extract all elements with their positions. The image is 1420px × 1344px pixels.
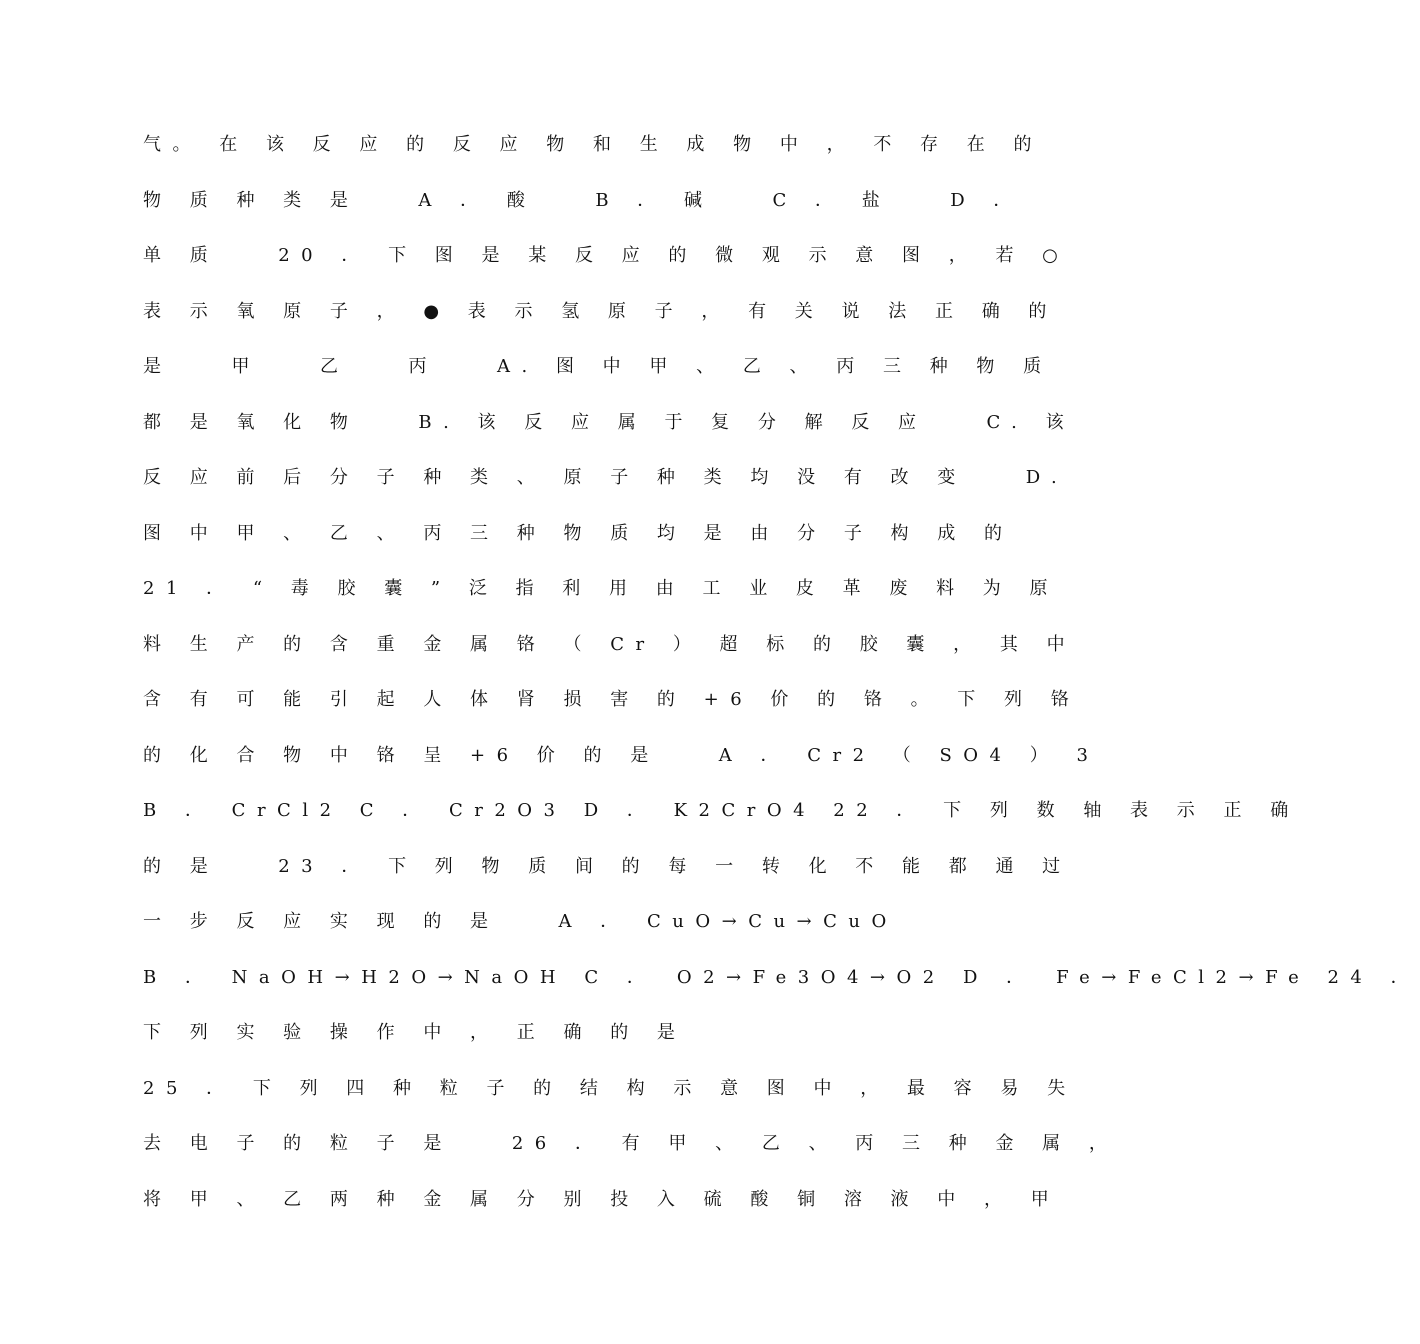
text-body [143, 125, 1420, 1235]
text-line: 25 ． 下 列 四 种 粒 子 的 结 构 示 意 图 中 ， 最 容 易 失 [143, 1077, 1077, 1099]
text-line: 料 生 产 的 含 重 金 属 铬 （ Cr ） 超 标 的 胶 囊 ， 其 中 [143, 633, 1077, 655]
text-line: B ． CrCl2 C ． Cr2O3 D ． K2CrO4 22 ． 下 列 数 轴 表 示 正 确 [143, 800, 1300, 821]
text-line: B ． NaOH→H2O→NaOH C ． O2→Fe3O4→O2 D ． Fe→FeCl2→Fe 24 ． [143, 966, 1420, 988]
text-line: 反 应 前 后 分 子 种 类 、 原 子 种 类 均 没 有 改 变 D. [143, 467, 1069, 488]
text-line: 一 步 反 应 实 现 的 是 A ． CuO→Cu→CuO [143, 911, 898, 932]
text-line: 表 示 氧 原 子 ， ● 表 示 氢 原 子 ， 有 关 说 法 正 确 的 [143, 300, 1058, 322]
text-line: 气。 在 该 反 应 的 反 应 物 和 生 成 物 中 ， 不 存 在 的 [143, 134, 1043, 155]
text-line: 下 列 实 验 操 作 中 ， 正 确 的 是 [143, 1022, 687, 1043]
text-line: 21 ． “ 毒 胶 囊 ” 泛 指 利 用 由 工 业 皮 革 废 料 为 原 [143, 578, 1060, 599]
text-line: 物 质 种 类 是 A ． 酸 B ． 碱 C ． 盐 D ． [143, 189, 1023, 211]
text-line: 是 甲 乙 丙 A. 图 中 甲 、 乙 、 丙 三 种 物 质 [143, 356, 1053, 377]
text-line: 将 甲 、 乙 两 种 金 属 分 别 投 入 硫 酸 铜 溶 液 中 ， 甲 [143, 1188, 1061, 1210]
text-line: 单 质 20 ． 下 图 是 某 反 应 的 微 观 示 意 图 ， 若 ○ [143, 245, 1070, 266]
text-line: 都 是 氧 化 物 B. 该 反 应 属 于 复 分 解 反 应 C. 该 [143, 411, 1076, 433]
text-line: 去 电 子 的 粒 子 是 26 ． 有 甲 、 乙 、 丙 三 种 金 属 ， [143, 1133, 1119, 1154]
text-line: 含 有 可 能 引 起 人 体 肾 损 害 的 +6 价 的 铬 。 下 列 铬 [143, 689, 1081, 710]
text-line: 的 是 23 ． 下 列 物 质 间 的 每 一 转 化 不 能 都 通 过 [143, 855, 1072, 877]
text-line: 的 化 合 物 中 铬 呈 +6 价 的 是 A ． Cr2 （ SO4 ） 3 [143, 744, 1100, 766]
text-line: 图 中 甲 、 乙 、 丙 三 种 物 质 均 是 由 分 子 构 成 的 [143, 522, 1014, 544]
